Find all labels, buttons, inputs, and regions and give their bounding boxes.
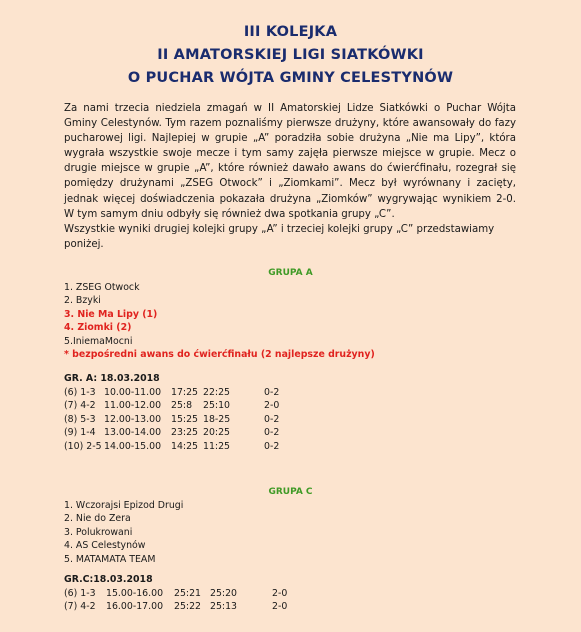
title-line-3: O PUCHAR WÓJTA GMINY CELESTYNÓW <box>127 70 454 86</box>
team-item: 1. ZSEG Otwock <box>64 282 140 293</box>
match-result: 0-2 <box>264 413 280 425</box>
set1-score: 25:22 <box>174 601 202 613</box>
match-time: 15.00-16.00 <box>106 588 164 599</box>
team-item: 1. Wczorajsi Epizod Drugi <box>64 500 184 511</box>
set2-score: 25:10 <box>203 400 231 412</box>
intro-text <box>64 101 516 252</box>
match-result: 0-2 <box>264 427 280 439</box>
team-item: 5.IniemaMocni <box>64 335 133 347</box>
group-c-schedule-title: GR.C:18.03.2018 <box>64 574 153 585</box>
team-item-qualified: 3. Nie Ma Lipy (1) <box>64 308 158 320</box>
match-id: (9) 1-4 <box>64 427 96 439</box>
set1-score: 23:25 <box>171 427 199 439</box>
set1-score: 15:25 <box>171 413 199 425</box>
match-id: (7) 4-2 <box>64 601 96 613</box>
intro-paragraph: Za nami trzecia niedziela zmagań w II Amatorskiej Lidze Siatkówki o Puchar Wójta Gminy Celestynów. Tym razem poznaliśmy pierwsze drużyny, które awansowały do fazy pucharowej ligi. Najlepiej w grupie „A” poradziła sobie drużyna „Nie ma Lipy”, która wygrała wszystkie swoje mecze i tym samy zajęła pierwsze miejsce w grupie. Mecz o drugie miejsce w grupie „A”, które również dawało awans do ćwierćfinału, rozegrał się pomiędzy drużynami „ZSEG Otwock” i „Ziomkami”. Mecz był wyrównany i zacięty, jednak więcej doświadczenia pokazała drużyna „Ziomków” wygrywając wynikiem 2-0. W tym samym dniu odbyły się również dwa spotkania grupy „C”. <box>64 103 516 220</box>
set2-score: 25:20 <box>210 588 238 599</box>
match-time: 12.00-13.00 <box>104 413 162 425</box>
team-item: 4. AS Celestynów <box>64 540 146 552</box>
team-item: 2. Bzyki <box>64 295 101 307</box>
set1-score: 14:25 <box>171 440 199 452</box>
match-id: (6) 1-3 <box>64 588 96 599</box>
set2-score: 22:25 <box>203 387 231 398</box>
match-result: 0-2 <box>264 440 280 452</box>
title-line-1: III KOLEJKA <box>243 24 338 40</box>
match-time: 13.00-14.00 <box>104 427 162 439</box>
team-item: 5. MATAMATA TEAM <box>64 553 156 565</box>
match-time: 14.00-15.00 <box>104 440 162 452</box>
match-result: 2-0 <box>272 588 288 599</box>
match-id: (10) 2-5 <box>64 440 102 452</box>
set1-score: 25:8 <box>171 400 193 412</box>
team-item: 2. Nie do Zera <box>64 513 131 525</box>
qualification-note: * bezpośredni awans do ćwierćfinału (2 najlepsze drużyny) <box>64 349 375 361</box>
match-time: 11.00-12.00 <box>104 400 162 412</box>
set2-score: 20:25 <box>203 427 231 439</box>
group-a-title: GRUPA A <box>268 268 313 278</box>
group-c-teams <box>64 499 183 566</box>
match-time: 16.00-17.00 <box>106 601 164 613</box>
match-result: 2-0 <box>264 400 280 412</box>
set1-score: 25:21 <box>174 588 202 599</box>
match-result: 0-2 <box>264 387 280 398</box>
set2-score: 11:25 <box>203 440 231 452</box>
team-item-qualified: 4. Ziomki (2) <box>64 322 132 334</box>
match-id: (6) 1-3 <box>64 387 96 398</box>
team-item: 3. Polukrowani <box>64 526 133 538</box>
group-c-title: GRUPA C <box>268 487 313 497</box>
set2-score: 18-25 <box>203 413 231 425</box>
set1-score: 17:25 <box>171 387 199 398</box>
set2-score: 25:13 <box>210 601 238 613</box>
match-id: (8) 5-3 <box>64 413 96 425</box>
title-line-2: II AMATORSKIEJ LIGI SIATKÓWKI <box>157 47 424 63</box>
match-time: 10.00-11.00 <box>104 387 162 398</box>
match-result: 2-0 <box>272 601 288 613</box>
match-id: (7) 4-2 <box>64 400 96 412</box>
intro-closing: Wszystkie wyniki drugiej kolejki grupy „A” i trzeciej kolejki grupy „C” przedstawiamy poniżej. <box>64 223 495 250</box>
group-a-schedule-title: GR. A: 18.03.2018 <box>64 373 160 384</box>
group-a-teams <box>64 281 375 361</box>
